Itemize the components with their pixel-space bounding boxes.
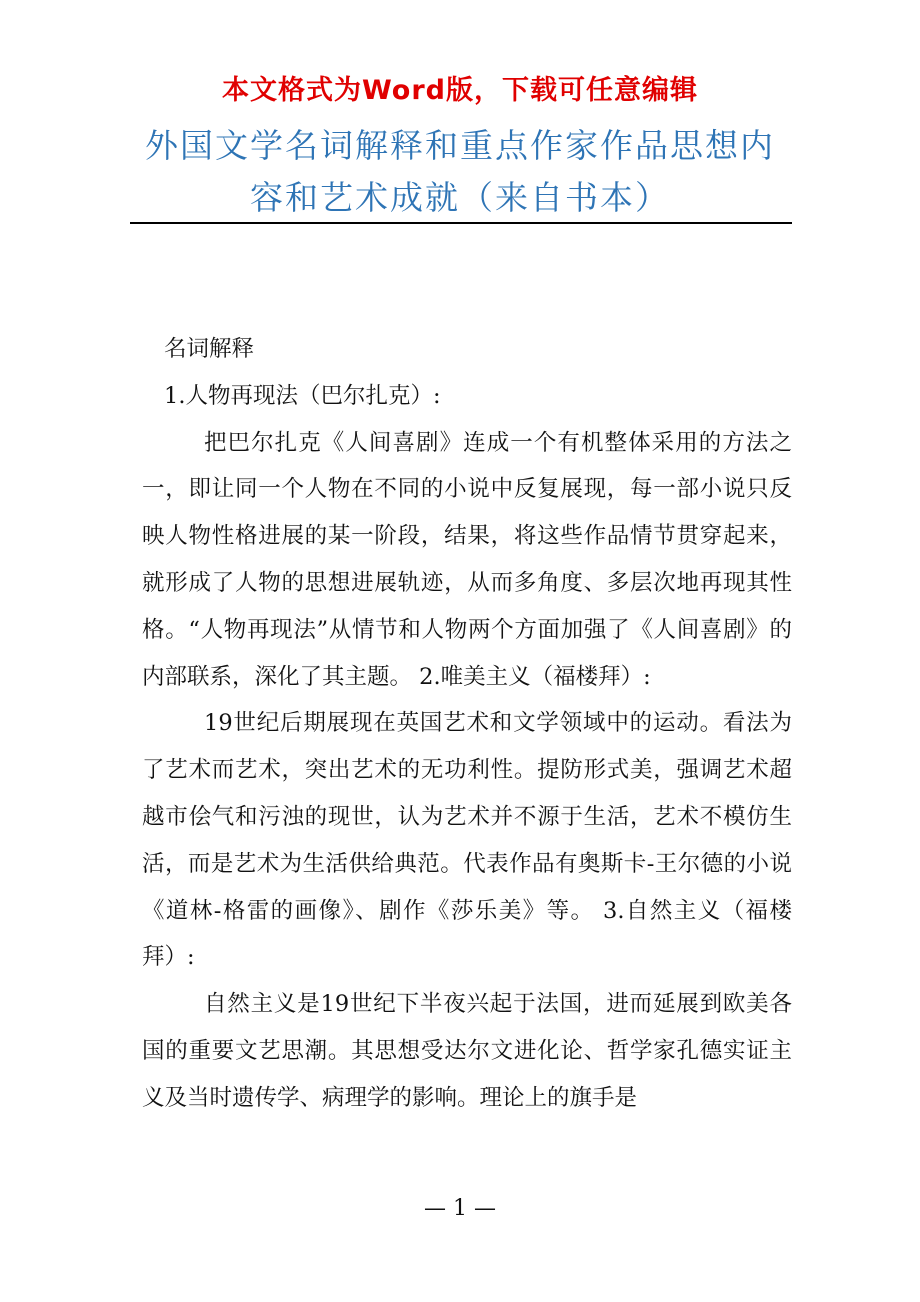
term-paragraph-2: 19世纪后期展现在英国艺术和文学领域中的运动。看法为了艺术而艺术，突出艺术的无功利性。提防形式美，强调艺术超越市侩气和污浊的现世，认为艺术并不源于生活，艺术不模仿生活，而是艺术为生活供给典范。代表作品有奥斯卡-王尔德的小说《道林-格雷的画像》、剧作《莎乐美》等。 3.自然主义（福楼拜）: — [142, 710, 792, 971]
title-line-1: 外国文学名词解释和重点作家作品思想内 — [145, 126, 775, 165]
term-paragraph-1: 把巴尔扎克《人间喜剧》连成一个有机整体采用的方法之一，即让同一个人物在不同的小说中反复展现，每一部小说只反映人物性格进展的某一阶段，结果，将这些作品情节贯穿起来，就形成了人物的思想进展轨迹，从而多角度、多层次地再现其性格。“人物再现法”从情节和人物两个方面加强了《人间喜剧》的内部联系，深化了其主题。 2.唯美主义（福楼拜）: — [142, 429, 792, 690]
title-divider — [130, 222, 792, 224]
term-paragraph-3: 自然主义是19世纪下半夜兴起于法国，进而延展到欧美各国的重要文艺思潮。其思想受达尔文进化论、哲学家孔德实证主义及当时遗传学、病理学的影响。理论上的旗手是 — [142, 991, 792, 1111]
document-body — [142, 326, 792, 1122]
term-heading-1: 1.人物再现法（巴尔扎克）: — [164, 382, 441, 409]
document-title — [0, 120, 920, 224]
title-line-2: 容和艺术成就（来自书本） — [250, 178, 670, 217]
page-number: — 1 — — [424, 1196, 496, 1221]
section-heading: 名词解释 — [164, 336, 255, 362]
format-banner: 本文格式为Word版，下载可任意编辑 — [221, 75, 698, 106]
